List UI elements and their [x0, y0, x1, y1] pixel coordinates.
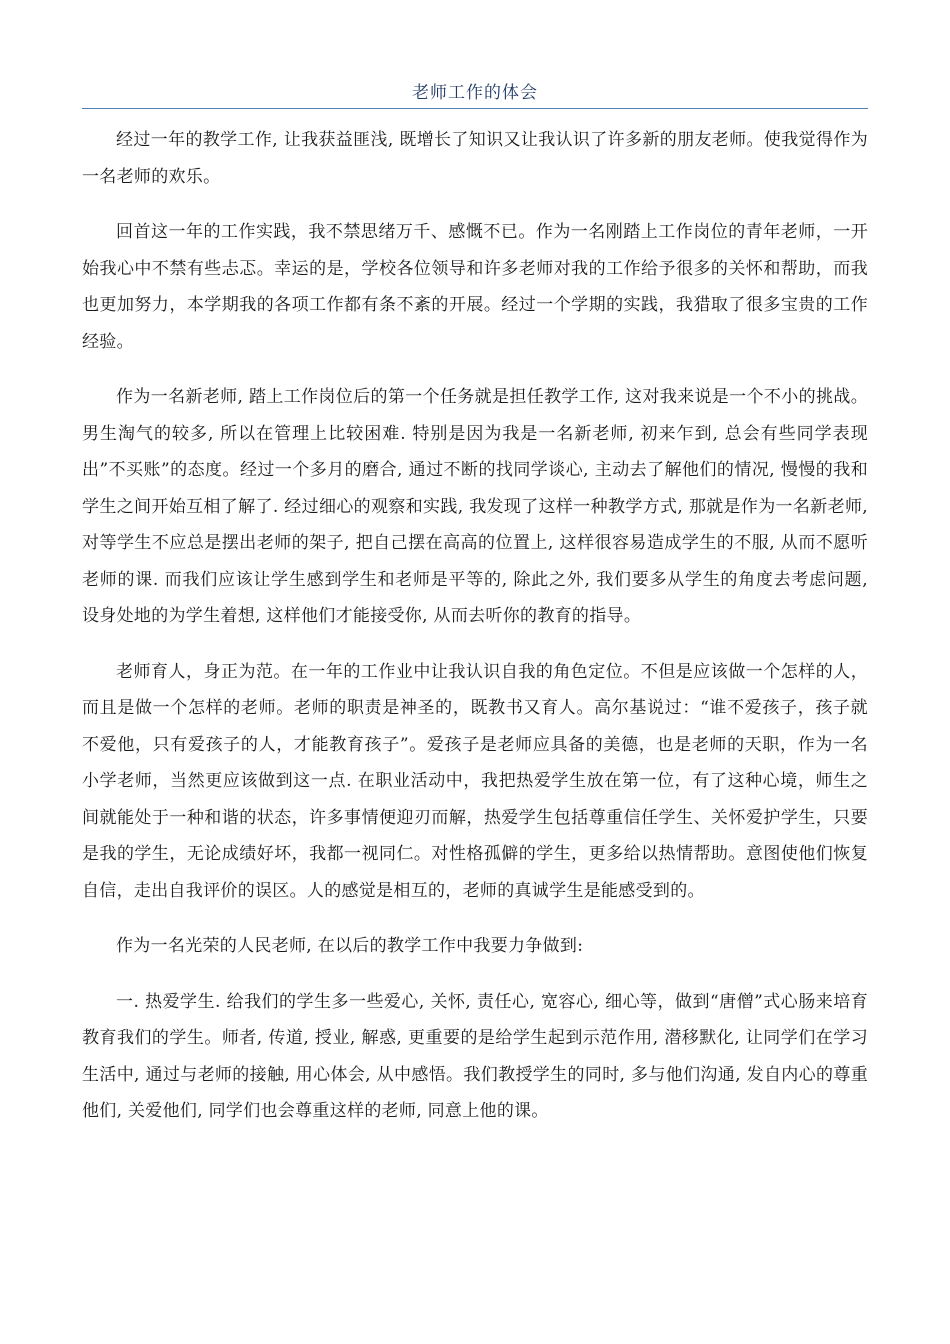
document-body — [82, 122, 868, 1149]
paragraph-3: 作为一名新老师, 踏上工作岗位后的第一个任务就是担任教学工作, 这对我来说是一个不小的挑战。男生淘气的较多, 所以在管理上比较困难. 特别是因为我是一名新老师, 初来乍到, 总会有些同学表现出”不买账”的态度。经过一个多月的磨合, 通过不断的找同学谈心, 主动去了解他们的情况, 慢慢的我和学生之间开始互相了解了. 经过细心的观察和实践, 我发现了这样一种教学方式, 那就是作为一名新老师, 对等学生不应总是摆出老师的架子, 把自己摆在高高的位置上, 这样很容易造成学生的不服, 从而不愿听老师的课. 而我们应该让学生感到学生和老师是平等的, 除此之外, 我们要多从学生的角度去考虑问题, 设身处地的为学生着想, 这样他们才能接受你, 从而去听你的教育的指导。 — [82, 387, 868, 626]
paragraph-6: 一. 热爱学生. 给我们的学生多一些爱心, 关怀, 责任心, 宽容心, 细心等，做到“唐僧”式心肠来培育教育我们的学生。师者, 传道, 授业, 解惑, 更重要的是给学生起到示范作用, 潜移默化, 让同学们在学习生活中, 通过与老师的接触, 用心体会, 从中感悟。我们教授学生的同时, 多与他们沟通, 发自内心的尊重他们, 关爱他们, 同学们也会尊重这样的老师, 同意上他的课。 — [82, 991, 868, 1121]
paragraph-1: 经过一年的教学工作, 让我获益匪浅, 既增长了知识又让我认识了许多新的朋友老师。使我觉得作为一名老师的欢乐。 — [82, 130, 868, 187]
header-divider — [82, 108, 868, 109]
page-header-title: 老师工作的体会 — [412, 83, 538, 103]
paragraph-2: 回首这一年的工作实践，我不禁思绪万千、感慨不已。作为一名刚踏上工作岗位的青年老师，一开始我心中不禁有些忐忑。幸运的是，学校各位领导和许多老师对我的工作给予很多的关怀和帮助，而我也更加努力，本学期我的各项工作都有条不紊的开展。经过一个学期的实践，我猎取了很多宝贵的工作经验。 — [82, 222, 868, 352]
paragraph-5: 作为一名光荣的人民老师, 在以后的教学工作中我要力争做到: — [116, 936, 584, 956]
paragraph-4: 老师育人，身正为范。在一年的工作业中让我认识自我的角色定位。不但是应该做一个怎样的人，而且是做一个怎样的老师。老师的职责是神圣的，既教书又育人。高尔基说过：“谁不爱孩子，孩子就不爱他，只有爱孩子的人，才能教育孩子”。爱孩子是老师应具备的美德，也是老师的天职，作为一名小学老师，当然更应该做到这一点. 在职业活动中，我把热爱学生放在第一位，有了这种心境，师生之间就能处于一种和谐的状态，许多事情便迎刃而解，热爱学生包括尊重信任学生、关怀爱护学生，只要是我的学生，无论成绩好坏，我都一视同仁。对性格孤僻的学生，更多给以热情帮助。意图使他们恢复自信，走出自我评价的误区。人的感觉是相互的，老师的真诚学生是能感受到的。 — [82, 661, 868, 901]
